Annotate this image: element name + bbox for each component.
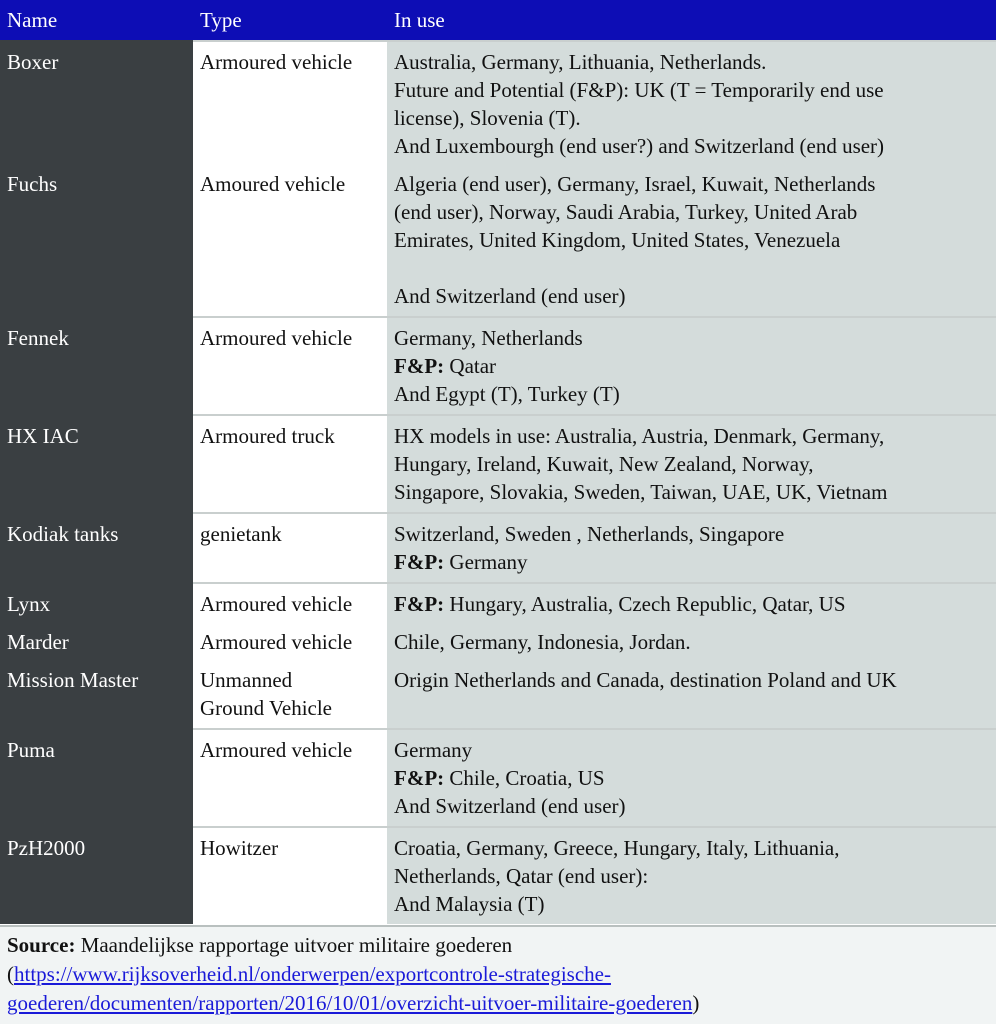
source-link-line [7, 989, 996, 1018]
fp-label: F&P: [394, 550, 445, 574]
row-in-use [387, 827, 996, 924]
fp-label: F&P: [394, 354, 445, 378]
table-row [0, 160, 996, 317]
fp-label: F&P: [394, 592, 445, 616]
in-use-line: HX models in use: Australia, Austria, Denmark, Germany, [394, 424, 885, 448]
fp-line [394, 590, 996, 618]
table-row [0, 729, 996, 827]
in-use-line: Netherlands, Qatar (end user): [394, 864, 649, 888]
in-use-line: And Malaysia (T) [394, 892, 545, 916]
row-in-use [387, 160, 996, 317]
blank-line [394, 254, 996, 282]
in-use-line: Hungary, Ireland, Kuwait, New Zealand, Norway, [394, 452, 814, 476]
row-type: Armoured truck [193, 415, 387, 513]
source-line [7, 931, 996, 960]
fp-line [394, 548, 996, 576]
in-use-line: (end user), Norway, Saudi Arabia, Turkey, United Arab [394, 200, 858, 224]
row-in-use [387, 656, 996, 729]
in-use-line: Germany [394, 738, 473, 762]
in-use-line: Future and Potential (F&P): UK (T = Temporarily end use [394, 78, 884, 102]
row-type: Armoured vehicle [193, 729, 387, 827]
source-link[interactable]: https://www.rijksoverheid.nl/onderwerpen/exportcontrole-strategische- [14, 962, 611, 986]
source-note [0, 925, 996, 1024]
in-use-line: Origin Netherlands and Canada, destination Poland and UK [394, 668, 897, 692]
in-use-line: Singapore, Slovakia, Sweden, Taiwan, UAE, UK, Vietnam [394, 480, 888, 504]
row-type: Armoured vehicle [193, 317, 387, 415]
fp-text: Hungary, Australia, Czech Republic, Qatar, US [444, 592, 846, 616]
row-in-use [387, 41, 996, 160]
in-use-line: And Egypt (T), Turkey (T) [394, 382, 620, 406]
row-in-use [387, 618, 996, 656]
row-in-use [387, 729, 996, 827]
table-header-row [0, 0, 996, 41]
row-type: Armoured vehicle [193, 618, 387, 656]
fp-text: Chile, Croatia, US [444, 766, 605, 790]
fp-text: Germany [444, 550, 528, 574]
table-row [0, 618, 996, 656]
type-line: Ground Vehicle [200, 696, 332, 720]
header-name: Name [0, 0, 193, 41]
row-name: Kodiak tanks [0, 513, 193, 583]
table-row [0, 41, 996, 160]
in-use-line: Australia, Germany, Lithuania, Netherlands. [394, 50, 767, 74]
row-in-use [387, 317, 996, 415]
row-in-use [387, 415, 996, 513]
in-use-line: Emirates, United Kingdom, United States, Venezuela [394, 228, 841, 252]
table-row [0, 415, 996, 513]
source-label: Source: [7, 933, 76, 957]
row-in-use [387, 513, 996, 583]
in-use-line: Algeria (end user), Germany, Israel, Kuwait, Netherlands [394, 172, 876, 196]
source-text: Maandelijkse rapportage uitvoer militaire goederen [75, 933, 513, 957]
fp-line [394, 352, 996, 380]
header-in-use: In use [387, 0, 996, 41]
open-paren: ( [7, 962, 14, 986]
table-row [0, 583, 996, 618]
row-name: PzH2000 [0, 827, 193, 924]
row-name: Fennek [0, 317, 193, 415]
fp-line [394, 764, 996, 792]
table-row [0, 317, 996, 415]
row-name: Boxer [0, 41, 193, 160]
fp-text: Qatar [444, 354, 497, 378]
in-use-line: And Switzerland (end user) [394, 794, 626, 818]
row-name: Marder [0, 618, 193, 656]
close-paren: ) [692, 991, 700, 1015]
row-type: genietank [193, 513, 387, 583]
in-use-line: And Switzerland (end user) [394, 284, 626, 308]
in-use-line: Germany, Netherlands [394, 326, 583, 350]
row-name: Puma [0, 729, 193, 827]
in-use-line: And Luxembourgh (end user?) and Switzerland (end user) [394, 134, 885, 158]
in-use-line: Chile, Germany, Indonesia, Jordan. [394, 630, 691, 654]
source-link[interactable]: goederen/documenten/rapporten/2016/10/01/overzicht-uitvoer-militaire-goederen [7, 991, 693, 1015]
row-name: Lynx [0, 583, 193, 618]
source-link-line [7, 960, 996, 989]
type-line: Unmanned [200, 668, 293, 692]
row-name: HX IAC [0, 415, 193, 513]
fp-label: F&P: [394, 766, 445, 790]
row-in-use [387, 583, 996, 618]
in-use-line: Switzerland, Sweden , Netherlands, Singapore [394, 522, 785, 546]
row-type: Armoured vehicle [193, 41, 387, 160]
table-row [0, 513, 996, 583]
row-type: Howitzer [193, 827, 387, 924]
table-row [0, 656, 996, 729]
row-type [193, 656, 387, 729]
in-use-line: license), Slovenia (T). [394, 106, 581, 130]
in-use-line: Croatia, Germany, Greece, Hungary, Italy, Lithuania, [394, 836, 840, 860]
header-type: Type [193, 0, 387, 41]
table-row [0, 827, 996, 924]
row-type: Armoured vehicle [193, 583, 387, 618]
row-name: Mission Master [0, 656, 193, 729]
row-type: Amoured vehicle [193, 160, 387, 317]
row-name: Fuchs [0, 160, 193, 317]
